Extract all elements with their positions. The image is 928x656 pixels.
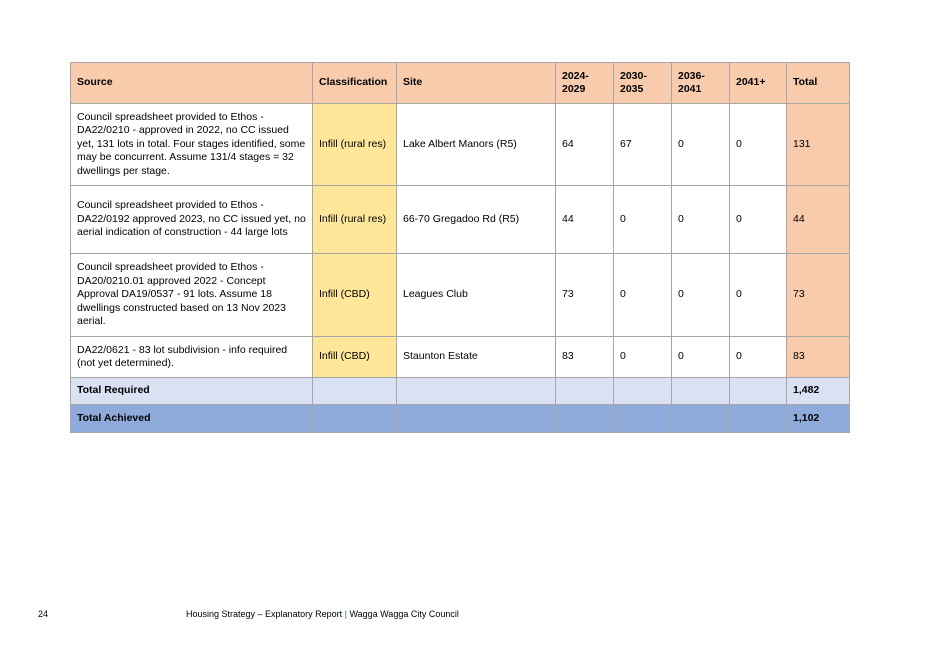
col-header-2036-2041: 2036- 2041	[672, 63, 730, 104]
col-header-classification: Classification	[313, 63, 397, 104]
total-achieved-label: Total Achieved	[71, 405, 313, 433]
period-2036-2041-cell: 0	[672, 254, 730, 337]
empty-cell	[556, 378, 614, 405]
period-2036-2041-cell: 0	[672, 104, 730, 186]
site-cell: Leagues Club	[397, 254, 556, 337]
col-header-site: Site	[397, 63, 556, 104]
classification-cell: Infill (CBD)	[313, 254, 397, 337]
source-cell: DA22/0621 - 83 lot subdivision - info required (not yet determined).	[71, 337, 313, 378]
period-2024-2029-cell: 64	[556, 104, 614, 186]
footer-text	[186, 609, 459, 619]
col-header-total: Total	[787, 63, 850, 104]
total-cell: 73	[787, 254, 850, 337]
site-cell: 66-70 Gregadoo Rd (R5)	[397, 186, 556, 254]
period-2041-plus-cell: 0	[730, 104, 787, 186]
period-2030-2035-cell: 67	[614, 104, 672, 186]
period-2036-2041-cell: 0	[672, 186, 730, 254]
period-2036-2041-cell: 0	[672, 337, 730, 378]
empty-cell	[614, 378, 672, 405]
site-cell: Lake Albert Manors (R5)	[397, 104, 556, 186]
period-2030-2035-cell: 0	[614, 254, 672, 337]
period-2030-2035-cell: 0	[614, 337, 672, 378]
empty-cell	[730, 378, 787, 405]
total-required-row	[71, 378, 850, 405]
footer-separator: |	[344, 609, 347, 619]
table-row	[71, 337, 850, 378]
source-cell: Council spreadsheet provided to Ethos - DA22/0210 - approved in 2022, no CC issued yet, 131 lots in total. Four stages identified, some may be concurrent. Assume 131/4 stages = 32 dwellings per stage.	[71, 104, 313, 186]
dwelling-supply-table	[70, 62, 850, 433]
classification-cell: Infill (rural res)	[313, 104, 397, 186]
table-row	[71, 104, 850, 186]
period-2024-2029-cell: 83	[556, 337, 614, 378]
empty-cell	[614, 405, 672, 433]
period-2024-2029-cell: 44	[556, 186, 614, 254]
source-cell: Council spreadsheet provided to Ethos - DA22/0192 approved 2023, no CC issued yet, no aerial indication of construction - 44 large lots	[71, 186, 313, 254]
empty-cell	[730, 405, 787, 433]
total-cell: 44	[787, 186, 850, 254]
total-cell: 131	[787, 104, 850, 186]
empty-cell	[556, 405, 614, 433]
table-row	[71, 254, 850, 337]
col-header-2030-2035: 2030- 2035	[614, 63, 672, 104]
total-achieved-value: 1,102	[787, 405, 850, 433]
col-header-2024-2029: 2024- 2029	[556, 63, 614, 104]
empty-cell	[397, 405, 556, 433]
col-header-2041-plus: 2041+	[730, 63, 787, 104]
classification-cell: Infill (rural res)	[313, 186, 397, 254]
footer-organisation: Wagga Wagga City Council	[349, 609, 459, 619]
period-2041-plus-cell: 0	[730, 337, 787, 378]
period-2030-2035-cell: 0	[614, 186, 672, 254]
page-number: 24	[38, 609, 49, 619]
period-2041-plus-cell: 0	[730, 254, 787, 337]
empty-cell	[397, 378, 556, 405]
empty-cell	[313, 378, 397, 405]
empty-cell	[313, 405, 397, 433]
empty-cell	[672, 378, 730, 405]
header-row	[71, 63, 850, 104]
period-2024-2029-cell: 73	[556, 254, 614, 337]
classification-cell: Infill (CBD)	[313, 337, 397, 378]
footer-title: Housing Strategy – Explanatory Report	[186, 609, 343, 619]
empty-cell	[672, 405, 730, 433]
total-required-label: Total Required	[71, 378, 313, 405]
col-header-source: Source	[71, 63, 313, 104]
source-cell: Council spreadsheet provided to Ethos - DA20/0210.01 approved 2022 - Concept Approval DA19/0537 - 91 lots. Assume 18 dwellings constructed based on 13 Nov 2023 aerial.	[71, 254, 313, 337]
site-cell: Staunton Estate	[397, 337, 556, 378]
table-row	[71, 186, 850, 254]
total-cell: 83	[787, 337, 850, 378]
period-2041-plus-cell: 0	[730, 186, 787, 254]
total-achieved-row	[71, 405, 850, 433]
total-required-value: 1,482	[787, 378, 850, 405]
